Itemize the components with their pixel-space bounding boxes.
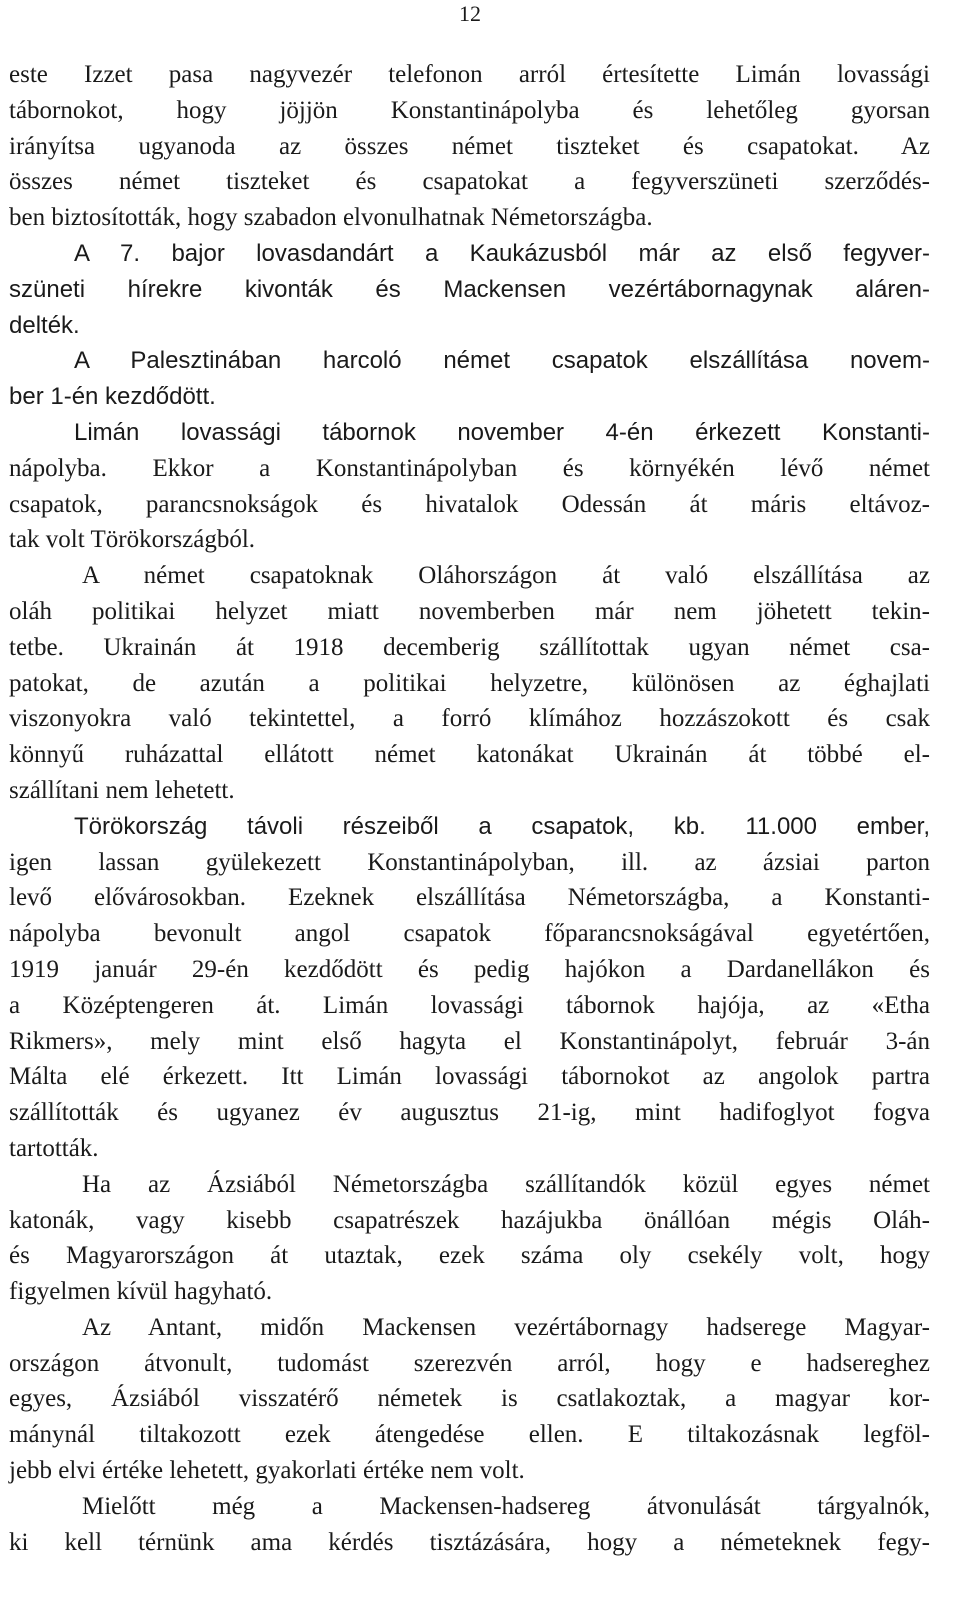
text-line: egyes, Ázsiából visszatérő németek is csatlakoztak, a magyar kor- [9, 1385, 930, 1413]
text-line: 1919 január 29-én kezdődött és pedig hajókon a Dardanellákon és [9, 955, 930, 983]
text-line: A Palesztinában harcoló német csapatok elszállítása novem- [74, 347, 930, 375]
text-line: igen lassan gyülekezett Konstantinápolyban, ill. az ázsiai parton [9, 848, 930, 876]
text-line: ber 1-én kezdődött. [9, 383, 216, 411]
text-line: mánynál tiltakozott ezek átengedése ellen. E tiltakozásnak legföl- [9, 1421, 930, 1449]
text-line: könnyű ruházattal ellátott német katonákat Ukrainán át többé el- [9, 741, 930, 769]
text-line: csapatok, parancsnokságok és hivatalok Odessán át máris eltávoz- [9, 490, 930, 518]
body-text [9, 57, 930, 1560]
text-line: országon átvonult, tudomást szerezvén arról, hogy e hadsereghez [9, 1349, 930, 1377]
text-line: Rikmers», mely mint első hagyta el Konstantinápolyt, február 3-án [9, 1027, 930, 1055]
text-line: A német csapatoknak Oláhországon át való elszállítása az [82, 562, 930, 590]
page-number: 12 [459, 1, 481, 26]
text-line: és Magyarországon át utaztak, ezek száma oly csekély volt, hogy [9, 1242, 930, 1270]
text-line: tetbe. Ukrainán át 1918 decemberig szállítottak ugyan német csa- [9, 633, 930, 661]
text-line: Ha az Ázsiából Németországba szállítandók közül egyes német [82, 1170, 930, 1198]
text-line: katonák, vagy kisebb csapatrészek hazájukba önállóan mégis Oláh- [9, 1206, 930, 1234]
text-line: delték. [9, 311, 80, 339]
text-line: nápolyba. Ekkor a Konstantinápolyban és környékén lévő német [9, 454, 930, 482]
text-line: tábornokot, hogy jöjjön Konstantinápolyba és lehetőleg gyorsan [9, 96, 930, 124]
text-line: Mielőtt még a Mackensen-hadsereg átvonulását tárgyalnók, [82, 1492, 930, 1520]
text-line: szállítani nem lehetett. [9, 776, 235, 804]
text-line: szüneti hírekre kivonták és Mackensen vezértábornagynak aláren- [9, 275, 930, 303]
text-line: Limán lovassági tábornok november 4-én érkezett Konstanti- [74, 418, 930, 446]
text-line: patokat, de azután a politikai helyzetre, különösen az éghajlati [9, 669, 930, 697]
text-line: este Izzet pasa nagyvezér telefonon arról értesítette Limán lovassági [9, 61, 930, 88]
text-line: tartották. [9, 1134, 99, 1162]
text-line: Törökország távoli részeiből a csapatok, kb. 11.000 ember, [74, 812, 930, 840]
text-line: A 7. bajor lovasdandárt a Kaukázusból már az első fegyver- [74, 239, 930, 267]
text-line: összes német tiszteket és csapatokat a fegyverszüneti szerződés- [9, 168, 930, 196]
text-line: szállították és ugyanez év augusztus 21-ig, mint hadifoglyot fogva [9, 1099, 930, 1127]
text-line: oláh politikai helyzet miatt novemberben már nem jöhetett tekin- [9, 597, 930, 625]
text-line: nápolyba bevonult angol csapatok főparancsnokságával egyetértően, [9, 920, 930, 948]
text-line: irányítsa ugyanoda az összes német tiszteket és csapatokat. Az [9, 132, 930, 160]
text-line: viszonyokra való tekintettel, a forró klímához hozzászokott és csak [9, 705, 930, 733]
text-line: levő elővárosokban. Ezeknek elszállítása Németországba, a Konstanti- [9, 884, 930, 912]
text-line: Málta elé érkezett. Itt Limán lovassági tábornokot az angolok partra [9, 1063, 930, 1091]
text-line: tak volt Törökországból. [9, 526, 256, 554]
text-line: ben biztosították, hogy szabadon elvonulhatnak Németországba. [9, 204, 653, 232]
text-line: Az Antant, midőn Mackensen vezértábornagy hadserege Magyar- [82, 1313, 930, 1341]
text-line: ki kell térnünk ama kérdés tisztázására, hogy a németeknek fegy- [9, 1528, 930, 1556]
text-line: figyelmen kívül hagyható. [9, 1278, 273, 1306]
text-line: a Középtengeren át. Limán lovassági tábornok hajója, az «Etha [9, 991, 930, 1019]
text-line: jebb elvi értéke lehetett, gyakorlati értéke nem volt. [9, 1457, 525, 1485]
